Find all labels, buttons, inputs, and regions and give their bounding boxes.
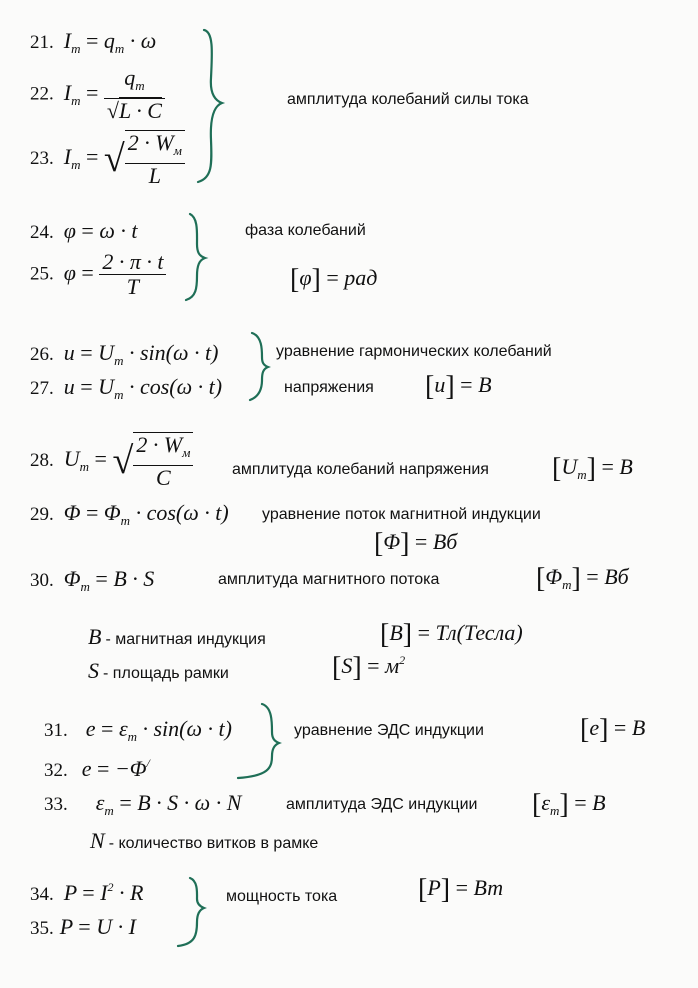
formula-27: 27. $u = U_m \cdot \cos(\omega \cdot t)$ bbox=[30, 374, 223, 402]
formula-number: 22. bbox=[30, 83, 54, 105]
formula-31: 31. $e = \varepsilon_m \cdot \sin(\omega \cdot t)$ bbox=[44, 716, 232, 744]
unit-p: [P] = Вт bbox=[418, 874, 504, 905]
formula-22: 22. $I_m$ = $\frac{q_m}{√L \cdot C}$ bbox=[30, 66, 165, 123]
definition-s: S - площадь рамки bbox=[88, 658, 229, 683]
definition-b: B - магнитная индукция bbox=[88, 624, 266, 649]
label-flux-amplitude: амплитуда магнитного потока bbox=[218, 571, 440, 588]
unit-um: $[U_m] = B$ bbox=[552, 453, 633, 484]
label-power: мощность тока bbox=[226, 888, 338, 905]
label-flux-equation: уравнение поток магнитной индукции bbox=[262, 506, 541, 523]
label-voltage-equation-2: напряжения bbox=[284, 379, 374, 396]
formula-28: 28. $U_m$ = √ $\frac{2 \cdot W_м}{C}$ bbox=[30, 432, 193, 490]
formula-35: 35. P = U · I bbox=[30, 914, 136, 939]
formula-23: 23. $I_m$ = √ $\frac{2 \cdot W_м}{L}$ bbox=[30, 130, 185, 188]
label-emf-equation: уравнение ЭДС индукции bbox=[294, 722, 484, 739]
label-voltage-amplitude: амплитуда колебаний напряжения bbox=[232, 461, 489, 478]
brace-21-23 bbox=[198, 30, 222, 182]
formula-lhs: I bbox=[63, 28, 72, 53]
label-phase: фаза колебаний bbox=[245, 222, 366, 239]
formula-34: 34. $P = I^2 \cdot R$ bbox=[30, 880, 144, 905]
formula-number: 23. bbox=[30, 148, 54, 170]
unit-e: [e] = B bbox=[580, 714, 646, 745]
label-current-amplitude: амплитуда колебаний силы тока bbox=[287, 91, 529, 108]
formula-29: 29. $\Phi = \Phi_m \cdot \cos(\omega \cdot t)$ bbox=[30, 500, 229, 528]
formula-number: 21. bbox=[30, 32, 54, 53]
brace-26-27 bbox=[250, 333, 268, 400]
unit-phi: [φ] = рад bbox=[290, 264, 378, 295]
unit-b: [B] = Тл(Тесла) bbox=[380, 619, 523, 650]
formula-33: 33. $\varepsilon_m = B \cdot S \cdot \omega \cdot N$ bbox=[44, 790, 242, 818]
label-voltage-equation: уравнение гармонических колебаний bbox=[276, 343, 552, 360]
formula-24: 24. φ = ω · t bbox=[30, 218, 138, 243]
formula-26: 26. $u = U_m \cdot \sin(\omega \cdot t)$ bbox=[30, 340, 219, 368]
unit-s: $[S] = м^2$ bbox=[332, 652, 406, 683]
unit-flux: [Φ] = Вб bbox=[374, 528, 458, 559]
unit-em: $[\varepsilon_m] = B$ bbox=[532, 789, 606, 820]
brace-31-32 bbox=[238, 704, 279, 778]
formula-21: 21. $I_m = q_m \cdot \omega$ bbox=[30, 28, 157, 56]
formula-30: 30. $\Phi_m = B \cdot S$ bbox=[30, 566, 155, 594]
formula-32: 32. e = −Φ/ bbox=[44, 756, 150, 781]
definition-n: N - количество витков в рамке bbox=[90, 828, 319, 853]
unit-fluxm: $[\Phi_m]$ = Вб bbox=[536, 563, 629, 594]
brace-34-35 bbox=[178, 878, 204, 946]
brace-24-25 bbox=[186, 214, 205, 300]
formula-25: 25. φ = $\frac{2 \cdot \pi \cdot t}{T}$ bbox=[30, 250, 166, 299]
label-emf-amplitude: амплитуда ЭДС индукции bbox=[286, 796, 478, 813]
unit-u: [u] = B bbox=[425, 371, 492, 402]
